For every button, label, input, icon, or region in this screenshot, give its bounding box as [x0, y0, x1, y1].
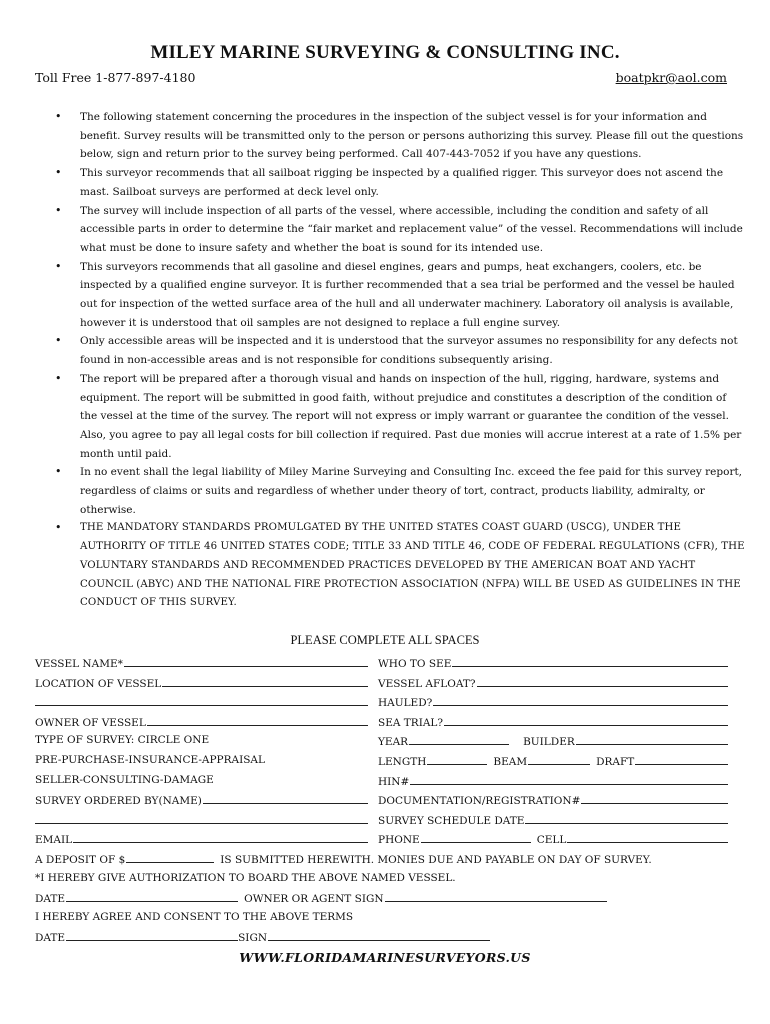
survey-type-label: TYPE OF SURVEY: CIRCLE ONE [35, 734, 210, 747]
website-link[interactable]: WWW.FLORIDAMARINESURVEYORS.US [239, 950, 531, 965]
term-item: • Only accessible areas will be inspected and it is understood that the surveyor assumes no responsibility for any defects not found in non-accessible areas and is not responsible for conditions subsequently arising. [55, 332, 745, 369]
sea-trial-field[interactable] [444, 712, 728, 726]
cell-field[interactable] [567, 829, 728, 843]
term-item: • The survey will include inspection of all parts of the vessel, where accessible, including the condition and safety of all accessible parts in order to determine the “fair market and replacement value” of the vessel. Recommendations will include what must be done to insure safety and whether the boat is sound for its intended use. [55, 202, 745, 258]
location-label: LOCATION OF VESSEL [35, 677, 162, 690]
ordered-by-label: SURVEY ORDERED BY(NAME) [35, 795, 202, 808]
sea-trial-label: SEA TRIAL? [378, 716, 444, 729]
survey-types-option-1[interactable]: PRE-PURCHASE-INSURANCE-APPRAISAL [35, 753, 265, 766]
email-link[interactable]: boatpkr@aol.com [615, 70, 727, 85]
date-field-2[interactable] [66, 927, 238, 941]
consent-statement: I HEREBY AGREE AND CONSENT TO THE ABOVE TERMS [35, 910, 354, 923]
afloat-label: VESSEL AFLOAT? [378, 677, 476, 690]
sign-label: SIGN [238, 932, 268, 945]
term-item: • THE MANDATORY STANDARDS PROMULGATED BY THE UNITED STATES COAST GUARD (USCG), UNDER THE AUTHORITY OF TITLE 46 UNITED STATES CODE; TITLE 33 AND TITLE 46, CODE OF FEDERAL REGULATIONS (CFR), THE VOLUNTARY STANDARDS AND RECOMMENDED PRACTICES DEVELOPED BY THE AMERICAN BOAT AND YACHT COUNCIL (ABYC) AND THE NATIONAL FIRE PROTECTION ASSOCIATION (NFPA) WILL BE USED AS GUIDELINES IN THE CONDUCT OF THIS SURVEY. [55, 519, 745, 613]
hauled-label: HAULED? [378, 697, 433, 710]
term-item: • This surveyor recommends that all sailboat rigging be inspected by a qualified rigger. This surveyor does not ascend the mast. Sailboat surveys are performed at deck level only. [55, 164, 745, 201]
builder-label: BUILDER [523, 736, 575, 749]
sign-field[interactable] [268, 927, 490, 941]
date-label-2: DATE [35, 932, 66, 945]
email-field[interactable] [73, 829, 368, 843]
deposit-terms: IS SUBMITTED HEREWITH. MONIES DUE AND PAYABLE ON DAY OF SURVEY. [220, 853, 652, 866]
term-item: • The report will be prepared after a thorough visual and hands on inspection of the hull, rigging, hardware, systems and equipment. The report will be submitted in good faith, without prejudice and constitutes a description of the condition of the vessel at the time of the survey. The report will not express or imply warrant or guarantee the condition of the vessel. Also, you agree to pay all legal costs for bill collection if required. Past due monies will accrue interest at a rate of 1.5% per month until paid. [55, 370, 745, 464]
phone-label: PHONE [378, 834, 420, 847]
builder-field[interactable] [576, 731, 728, 745]
survey-form [35, 653, 735, 947]
hauled-field[interactable] [433, 692, 728, 706]
survey-types-option-2[interactable]: SELLER-CONSULTING-DAMAGE [35, 773, 214, 786]
length-field[interactable] [427, 751, 487, 765]
cell-label: CELL [536, 834, 567, 847]
documentation-field[interactable] [581, 790, 728, 804]
owner-sign-field[interactable] [385, 888, 607, 902]
terms-list [55, 108, 745, 613]
term-item: • In no event shall the legal liability of Miley Marine Surveying and Consulting Inc. exceed the fee paid for this survey report, regardless of claims or suits and regardless of whether under theory of tort, contract, products liability, admiralty, or otherwise. [55, 463, 745, 519]
date-field[interactable] [66, 888, 238, 902]
authorization-statement: *I HEREBY GIVE AUTHORIZATION TO BOARD THE ABOVE NAMED VESSEL. [35, 871, 456, 884]
vessel-name-field[interactable] [124, 653, 368, 667]
ordered-by-field-2[interactable] [35, 810, 368, 824]
date-label: DATE [35, 893, 66, 906]
schedule-date-field[interactable] [525, 810, 728, 824]
toll-free-phone: Toll Free 1-877-897-4180 [35, 70, 196, 85]
owner-sign-label: OWNER OR AGENT SIGN [244, 893, 384, 906]
email-label: EMAIL [35, 834, 73, 847]
term-item: • The following statement concerning the procedures in the inspection of the subject vessel is for your information and benefit. Survey results will be transmitted only to the person or persons authorizing this survey. Please fill out the questions below, sign and return prior to the survey being performed. Call 407-443-7052 if you have any questions. [55, 108, 745, 164]
phone-field[interactable] [421, 829, 531, 843]
location-field-2[interactable] [35, 692, 368, 706]
owner-field[interactable] [147, 712, 368, 726]
who-to-see-label: WHO TO SEE [378, 658, 452, 670]
length-label: LENGTH [378, 755, 427, 768]
who-to-see-field[interactable] [452, 653, 728, 667]
documentation-label: DOCUMENTATION/REGISTRATION# [378, 795, 581, 808]
draft-label: DRAFT [596, 755, 635, 768]
beam-field[interactable] [528, 751, 590, 765]
location-field[interactable] [162, 673, 368, 687]
hin-label: HIN# [378, 775, 410, 788]
vessel-name-label: VESSEL NAME* [35, 658, 123, 670]
deposit-label: A DEPOSIT OF $ [35, 853, 126, 866]
year-label: YEAR [378, 736, 409, 749]
deposit-amount-field[interactable] [126, 849, 214, 863]
schedule-date-label: SURVEY SCHEDULE DATE [378, 814, 525, 827]
page-title: MILEY MARINE SURVEYING & CONSULTING INC. [150, 42, 620, 63]
beam-label: BEAM [493, 755, 528, 768]
form-heading: PLEASE COMPLETE ALL SPACES [290, 633, 480, 647]
owner-label: OWNER OF VESSEL [35, 716, 146, 729]
ordered-by-field[interactable] [203, 790, 368, 804]
draft-field[interactable] [635, 751, 728, 765]
hin-field[interactable] [410, 771, 728, 785]
year-field[interactable] [409, 731, 509, 745]
term-item: • This surveyors recommends that all gasoline and diesel engines, gears and pumps, heat exchangers, coolers, etc. be inspected by a qualified engine surveyor. It is further recommended that a sea trial be performed and the vessel be hauled out for inspection of the wetted surface area of the hull and all underwater machinery. Laboratory oil analysis is available, however it is understood that oil samples are not designed to replace a full engine survey. [55, 258, 745, 333]
contact-row [35, 70, 727, 88]
afloat-field[interactable] [477, 673, 728, 687]
